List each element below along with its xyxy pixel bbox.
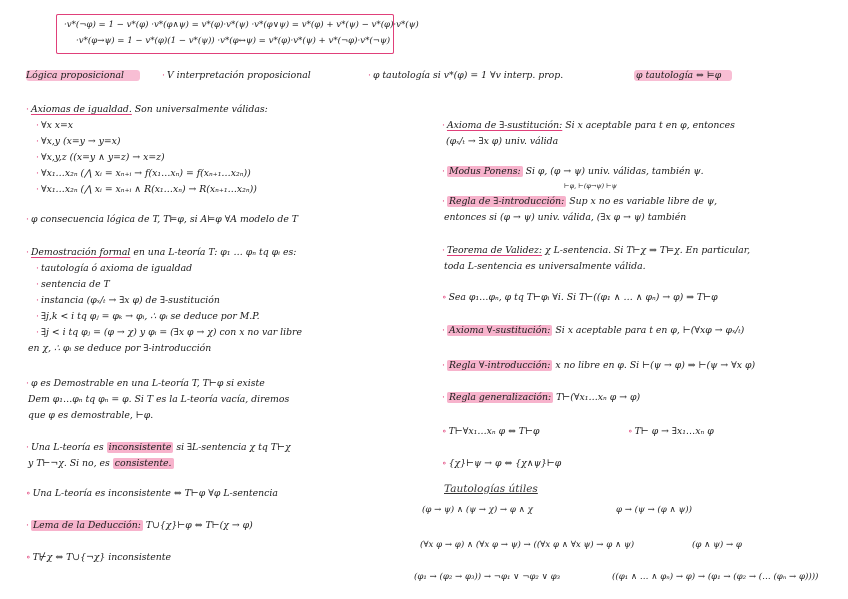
dem-case-1: · tautología ó axioma de igualdad [36,263,193,274]
teorema-validez-cont: toda L-sentencia es universalmente válida. [444,261,646,272]
axiomas-igualdad: · Axiomas de igualdad. Son universalmente válidas: [26,104,268,115]
lema-deduccion: · Lema de la Deducción: T∪{χ}⊢φ ⇔ T⊢(χ → φ) [26,520,253,531]
no-demostrable-inconsistente: ∘ T⊬χ ⇔ T∪{¬χ} inconsistente [26,552,172,563]
tautology-4: (φ ∧ ψ) → φ [692,540,742,550]
axiom-3: · ∀x,y,z ((x=y ∧ y=z) → x=z) [36,152,165,163]
interpretacion-text: · V interpretación proposicional [162,70,311,81]
axiom-4: · ∀x₁…x₂ₙ (⋀ xᵢ = xₙ₊ᵢ → f(x₁…xₙ) = f(xₙ₊₁…x₂ₙ)) [36,168,251,179]
sea-consecuencia: ∘ Sea φ₁…φₙ, φ tq T⊢φᵢ ∀i. Si T⊢((φ₁ ∧ … ∧ φₙ) → φ) ⇒ T⊢φ [442,292,718,303]
axioma-e-sustitucion-cont: (φₓ/ₜ → ∃x φ) univ. válida [446,136,559,147]
dem-case-5-cont: en χ, ∴ φᵢ se deduce por ∃-introducción [28,343,212,354]
regla-generalizacion: · Regla generalización: T⊢(∀x₁…xₙ φ → φ) [442,392,641,403]
rule-conjunction: ∘ {χ}⊢ψ → φ ⇔ {χ∧ψ}⊢φ [442,458,562,469]
box-line-1: ·v*(¬φ) = 1 − v*(φ) ·v*(φ∧ψ) = v*(φ)·v*(ψ) ·v*(φ∨ψ) = v*(φ) + v*(ψ) − v*(φ)·v*(ψ) [64,20,419,30]
axiom-1: · ∀x x=x [36,120,74,131]
dem-case-2: · sentencia de T [36,279,110,290]
inconsistente-line-1: · Una L-teoría es inconsistente si ∃L-sentencia χ tq T⊢χ [26,442,291,453]
rule-forall-equiv: ∘ T⊢∀x₁…xₙ φ ⇔ T⊢φ [442,426,540,437]
inconsistente-line-2: y T⊢¬χ. Si no, es consistente. [28,458,172,469]
axiom-2: · ∀x,y (x=y → y=x) [36,136,121,147]
demostracion-formal: · Demostración formal en una L-teoría T: φ₁ … φₙ tq φᵢ es: [26,247,297,258]
demostrable-line-3: que φ es demostrable, ⊢φ. [28,410,154,421]
dem-case-4: · ∃j,k < i tq φⱼ = φₖ → φᵢ, ∴ φᵢ se deduce por M.P. [36,311,260,322]
logica-proposicional-heading: Lógica proposicional [26,70,124,81]
tautologia-definition: · φ tautología si v*(φ) = 1 ∀v interp. prop. [368,70,564,81]
axioma-e-sustitucion: · Axioma de ∃-sustitución: Si x aceptable para t en φ, entonces [442,120,735,131]
regla-a-introduccion: · Regla ∀-introducción: x no libre en φ. Si ⊢(ψ → φ) ⇒ ⊢(ψ → ∀x φ) [442,360,756,371]
demostrable-line-2: Dem φ₁…φₙ tq φₙ = φ. Si T es la L-teoría vacía, diremos [28,394,290,405]
dem-case-3: · instancia (φₓ/ₜ → ∃x φ) de ∃-sustitución [36,295,220,306]
modus-ponens: · Modus Ponens: Si φ, (φ → ψ) univ. válidas, también ψ. [442,166,704,177]
rule-exists: ∘ T⊢ φ → ∃x₁…xₙ φ [628,426,714,437]
axioma-a-sustitucion: · Axioma ∀-sustitución: Si x aceptable para t en φ, ⊢(∀xφ → φₓ/ₜ) [442,325,745,336]
tautologia-equivalence: φ tautología ⇔ ⊨φ [636,70,722,81]
consecuencia-logica: · φ consecuencia lógica de T, T⊨φ, si A⊨φ ∀A modelo de T [26,214,298,225]
modus-ponens-note: ⊢φ, ⊢(φ→ψ) ⊢ψ [564,182,617,190]
tautology-3: (∀x φ → φ) ∧ (∀x φ → ψ) → ((∀x φ ∧ ∀x ψ) → φ ∧ ψ) [420,540,635,550]
tautology-2: φ → (ψ → (φ ∧ ψ)) [616,505,693,515]
regla-e-introduccion-cont: entonces si (φ → ψ) univ. válida, (∃x φ → ψ) también [444,212,687,223]
tautology-5: (φ₁ → (φ₂ → φ₃)) → ¬φ₁ ∨ ¬φ₂ ∨ φ₃ [414,572,561,582]
regla-e-introduccion: · Regla de ∃-introducción: Sup x no es variable libre de ψ, [442,196,718,207]
tautology-1: (φ → ψ) ∧ (ψ → χ) → φ ∧ χ [422,505,533,515]
inconsistente-equivalence: ∘ Una L-teoría es inconsistente ⇔ T⊢φ ∀φ L-sentencia [26,488,278,499]
teorema-validez: · Teorema de Validez: χ L-sentencia. Si T⊢χ ⇒ T⊨χ. En particular, [442,245,751,256]
axiom-5: · ∀x₁…x₂ₙ (⋀ xᵢ = xₙ₊ᵢ ∧ R(x₁…xₙ) → R(xₙ₊₁…x₂ₙ)) [36,184,257,195]
tautology-6: ((φ₁ ∧ … ∧ φₙ) → φ) → (φ₁ → (φ₂ → (… (φₙ → φ)))) [612,572,819,582]
dem-case-5: · ∃j < i tq φⱼ = (φ → χ) y φᵢ = (∃x φ → χ) con x no var libre [36,327,302,338]
box-line-2: ·v*(φ→ψ) = 1 − v*(φ)(1 − v*(ψ)) ·v*(φ↔ψ) = v*(φ)·v*(ψ) + v*(¬φ)·v*(¬ψ) [76,36,391,46]
tautologias-utiles-title: Tautologías útiles [444,483,538,495]
demostrable-line-1: · φ es Demostrable en una L-teoría T, T⊢φ si existe [26,378,265,389]
